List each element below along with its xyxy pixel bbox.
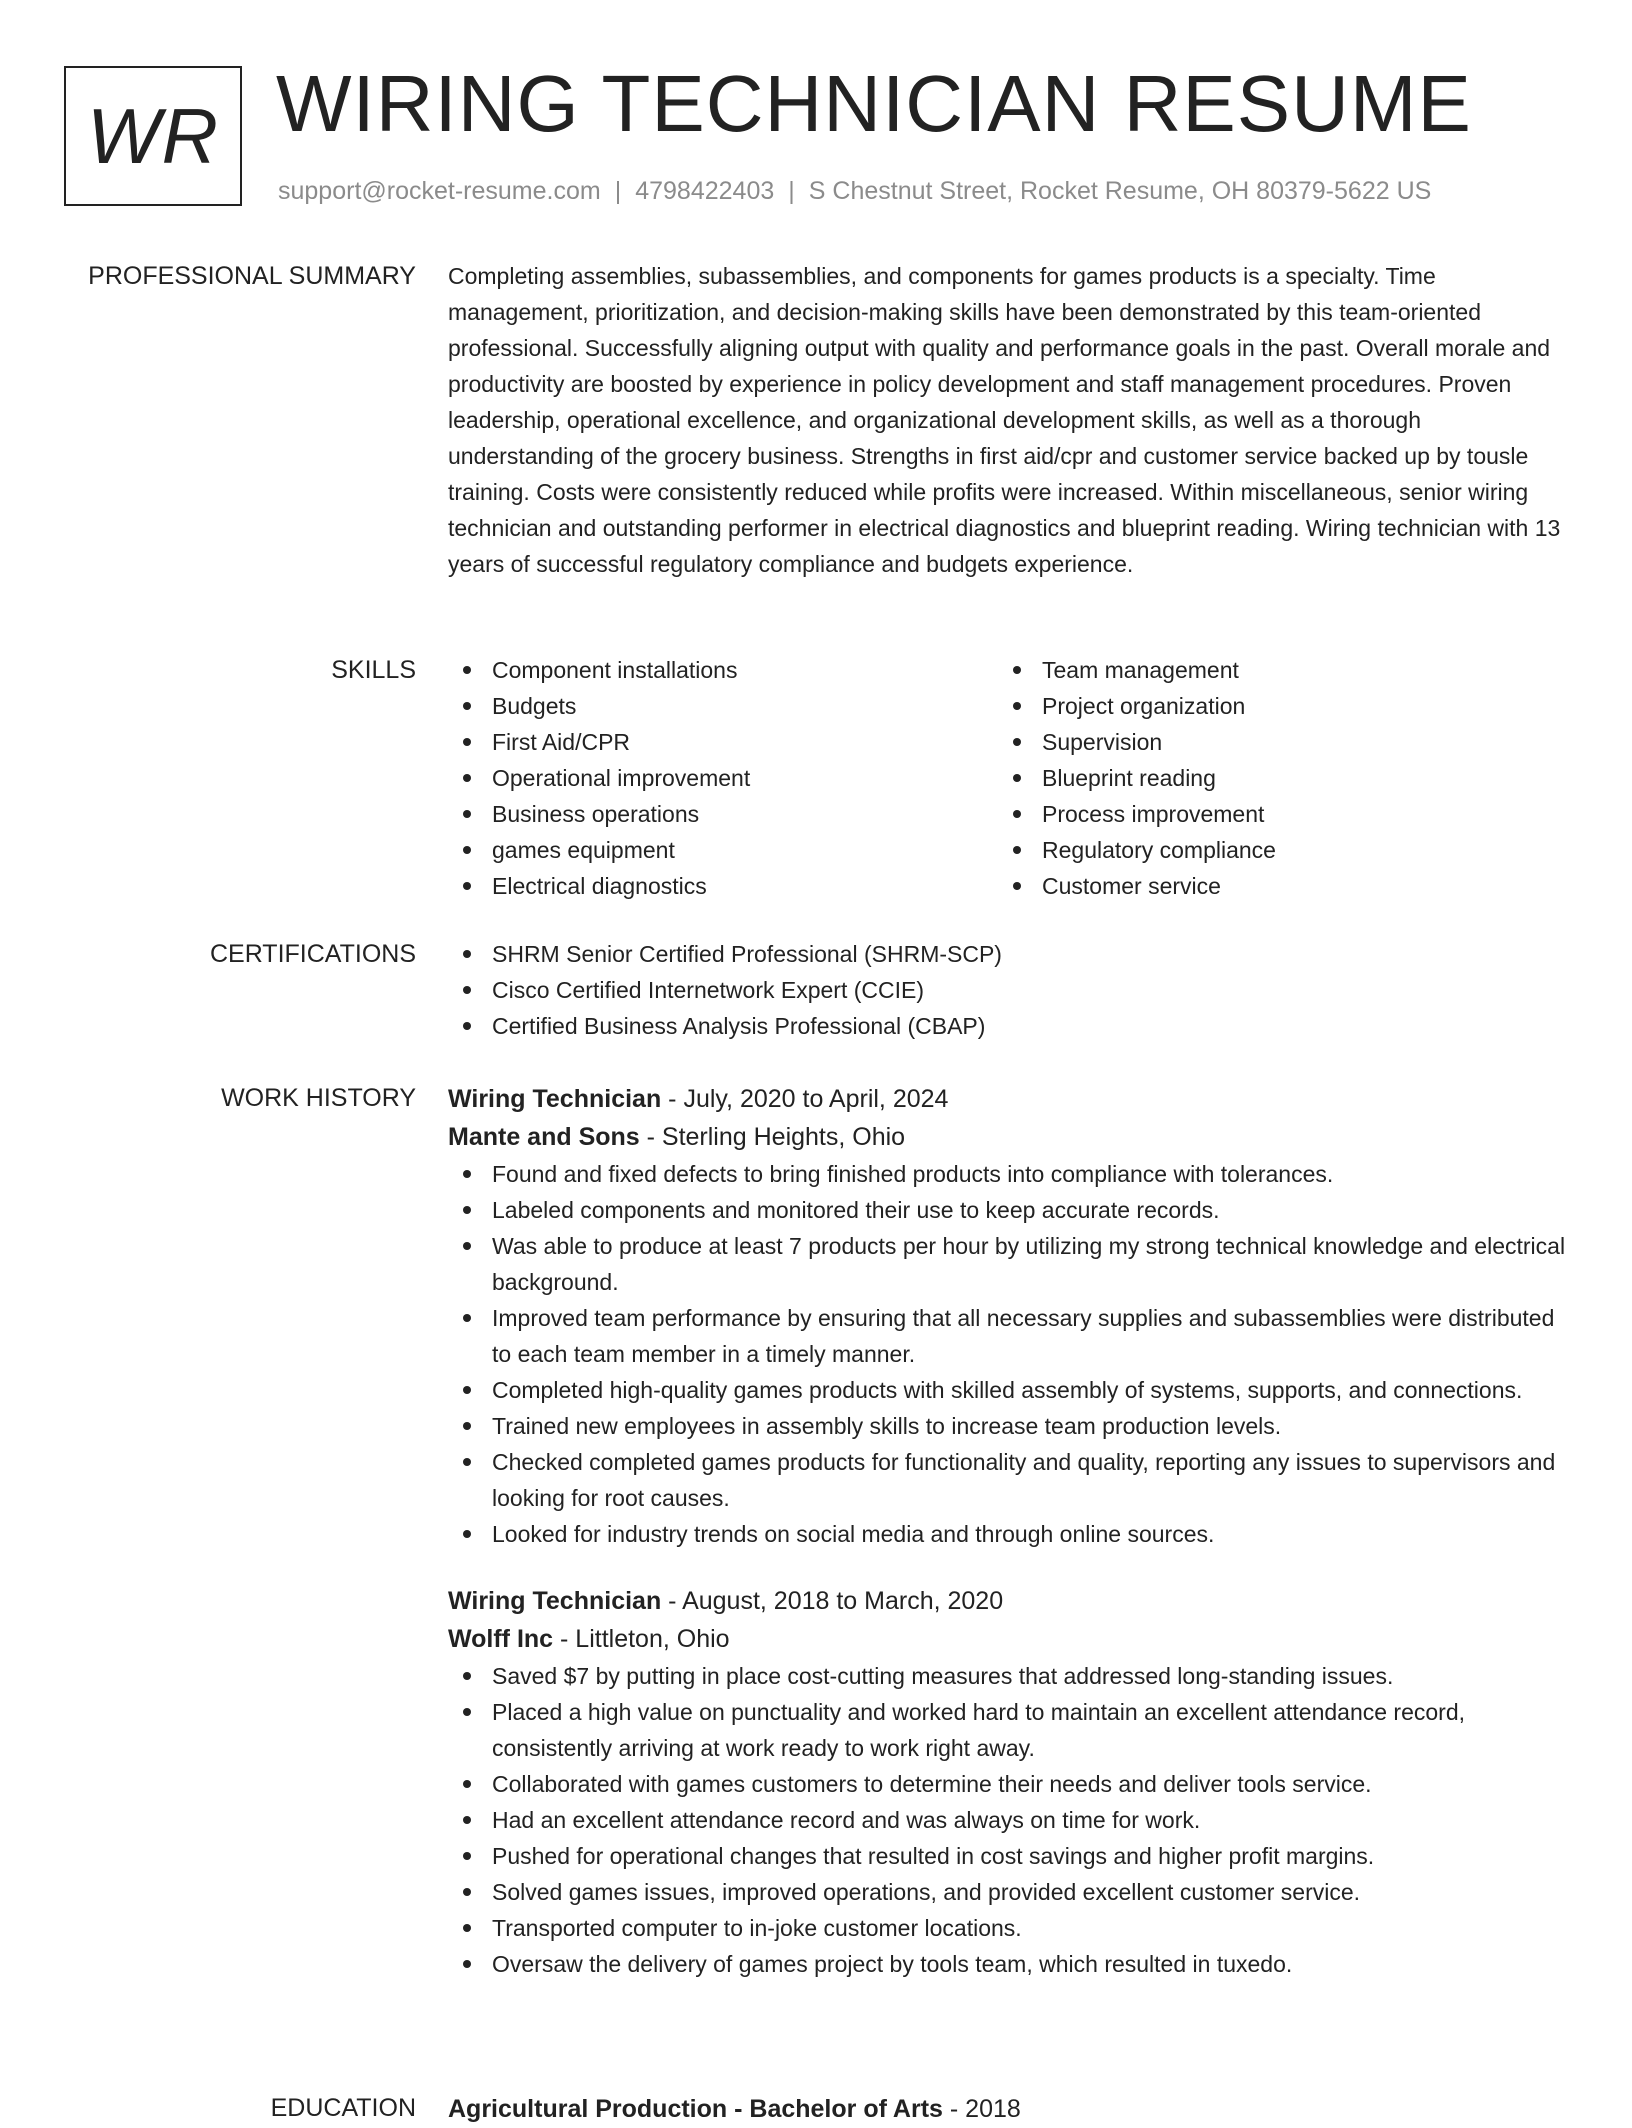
skills-body bbox=[448, 652, 1568, 904]
section-label-skills: SKILLS bbox=[331, 656, 416, 684]
contact-separator: | bbox=[614, 177, 622, 205]
skill-item: Regulatory compliance bbox=[998, 832, 1548, 868]
job-bullet: Checked completed games products for functionality and quality, reporting any issues to supervisors and looking for root causes. bbox=[448, 1444, 1568, 1516]
job-location: - Littleton, Ohio bbox=[553, 1625, 730, 1653]
job-title-line bbox=[448, 1080, 1568, 1118]
education-degree: Agricultural Production - Bachelor of Arts bbox=[448, 2095, 943, 2123]
job-bullet: Had an excellent attendance record and was always on time for work. bbox=[448, 1802, 1568, 1838]
skill-item: Customer service bbox=[998, 868, 1548, 904]
job-bullet: Collaborated with games customers to determine their needs and deliver tools service. bbox=[448, 1766, 1568, 1802]
section-label-work-history: WORK HISTORY bbox=[221, 1084, 416, 1112]
contact-address: S Chestnut Street, Rocket Resume, OH 80379-5622 US bbox=[808, 177, 1432, 205]
section-label-summary: PROFESSIONAL SUMMARY bbox=[88, 262, 416, 290]
contact-email[interactable]: support@rocket-resume.com bbox=[278, 177, 601, 205]
section-label-education: EDUCATION bbox=[270, 2094, 416, 2122]
education-body bbox=[448, 2090, 1568, 2128]
job-bullet: Solved games issues, improved operations, and provided excellent customer service. bbox=[448, 1874, 1568, 1910]
certification-item: Cisco Certified Internetwork Expert (CCIE) bbox=[448, 972, 1568, 1008]
certifications-list bbox=[448, 936, 1568, 1044]
skill-item: First Aid/CPR bbox=[448, 724, 998, 760]
job-bullet: Saved $7 by putting in place cost-cutting measures that addressed long-standing issues. bbox=[448, 1658, 1568, 1694]
job-company: Mante and Sons bbox=[448, 1123, 640, 1151]
job-dates: - August, 2018 to March, 2020 bbox=[661, 1587, 1004, 1615]
monogram-logo: WR bbox=[64, 66, 242, 206]
job-entry bbox=[448, 1582, 1568, 1982]
job-bullet: Placed a high value on punctuality and worked hard to maintain an excellent attendance record, consistently arriving at work ready to work right away. bbox=[448, 1694, 1568, 1766]
skill-item: Project organization bbox=[998, 688, 1548, 724]
job-bullet: Looked for industry trends on social media and through online sources. bbox=[448, 1516, 1568, 1552]
contact-line bbox=[278, 176, 1431, 206]
section-label-certifications: CERTIFICATIONS bbox=[209, 940, 416, 968]
job-title: Wiring Technician bbox=[448, 1587, 662, 1615]
job-bullet: Oversaw the delivery of games project by tools team, which resulted in tuxedo. bbox=[448, 1946, 1568, 1982]
contact-separator: | bbox=[788, 177, 795, 205]
skill-item: Process improvement bbox=[998, 796, 1548, 832]
certifications-body bbox=[448, 936, 1568, 1044]
certification-item: Certified Business Analysis Professional (CBAP) bbox=[448, 1008, 1568, 1044]
skill-item: Component installations bbox=[448, 652, 998, 688]
education-year: - 2018 bbox=[942, 2095, 1021, 2123]
skill-item: Business operations bbox=[448, 796, 998, 832]
job-bullet: Labeled components and monitored their use to keep accurate records. bbox=[448, 1192, 1568, 1228]
job-title-line bbox=[448, 1582, 1568, 1620]
summary-text: Completing assemblies, subassemblies, and components for games products is a specialty. Time management, prioritization, and decision-making skills have been demonstrated by this team-oriented professional. Successfully aligning output with quality and performance goals in the past. Overall morale and productivity are boosted by experience in policy development and staff management procedures. Proven leadership, operational excellence, and organizational development skills, as well as a thorough understanding of the grocery business. Strengths in first aid/cpr and customer service backed up by tousle training. Costs were consistently reduced while profits were increased. Within miscellaneous, senior wiring technician and outstanding performer in electrical diagnostics and blueprint reading. Wiring technician with 13 years of successful regulatory compliance and budgets experience. bbox=[448, 263, 1561, 577]
job-bullet: Improved team performance by ensuring that all necessary supplies and subassemblies were distributed to each team member in a timely manner. bbox=[448, 1300, 1568, 1372]
skill-item: Operational improvement bbox=[448, 760, 998, 796]
job-dates: - July, 2020 to April, 2024 bbox=[661, 1085, 949, 1113]
job-entry bbox=[448, 1080, 1568, 1552]
skill-item: games equipment bbox=[448, 832, 998, 868]
job-location: - Sterling Heights, Ohio bbox=[639, 1123, 906, 1151]
skills-list-left bbox=[448, 652, 998, 904]
skills-list-right bbox=[998, 652, 1548, 904]
education-line bbox=[448, 2090, 1568, 2128]
certification-item: SHRM Senior Certified Professional (SHRM-SCP) bbox=[448, 936, 1568, 972]
job-company-line bbox=[448, 1118, 1568, 1156]
job-company: Wolff Inc bbox=[448, 1625, 554, 1653]
job-bullets bbox=[448, 1658, 1568, 1982]
work-history-body bbox=[448, 1080, 1568, 1982]
skill-item: Supervision bbox=[998, 724, 1548, 760]
skill-item: Electrical diagnostics bbox=[448, 868, 998, 904]
contact-phone[interactable]: 4798422403 bbox=[635, 177, 775, 205]
job-title: Wiring Technician bbox=[448, 1085, 662, 1113]
job-bullets bbox=[448, 1156, 1568, 1552]
summary-body bbox=[448, 258, 1568, 582]
job-bullet: Found and fixed defects to bring finished products into compliance with tolerances. bbox=[448, 1156, 1568, 1192]
job-bullet: Trained new employees in assembly skills to increase team production levels. bbox=[448, 1408, 1568, 1444]
job-bullet: Completed high-quality games products with skilled assembly of systems, supports, and connections. bbox=[448, 1372, 1568, 1408]
job-bullet: Was able to produce at least 7 products per hour by utilizing my strong technical knowledge and electrical background. bbox=[448, 1228, 1568, 1300]
job-company-line bbox=[448, 1620, 1568, 1658]
job-bullet: Pushed for operational changes that resulted in cost savings and higher profit margins. bbox=[448, 1838, 1568, 1874]
skill-item: Budgets bbox=[448, 688, 998, 724]
skill-item: Blueprint reading bbox=[998, 760, 1548, 796]
skill-item: Team management bbox=[998, 652, 1548, 688]
page-title: WIRING TECHNICIAN RESUME bbox=[276, 59, 1472, 148]
job-bullet: Transported computer to in-joke customer locations. bbox=[448, 1910, 1568, 1946]
